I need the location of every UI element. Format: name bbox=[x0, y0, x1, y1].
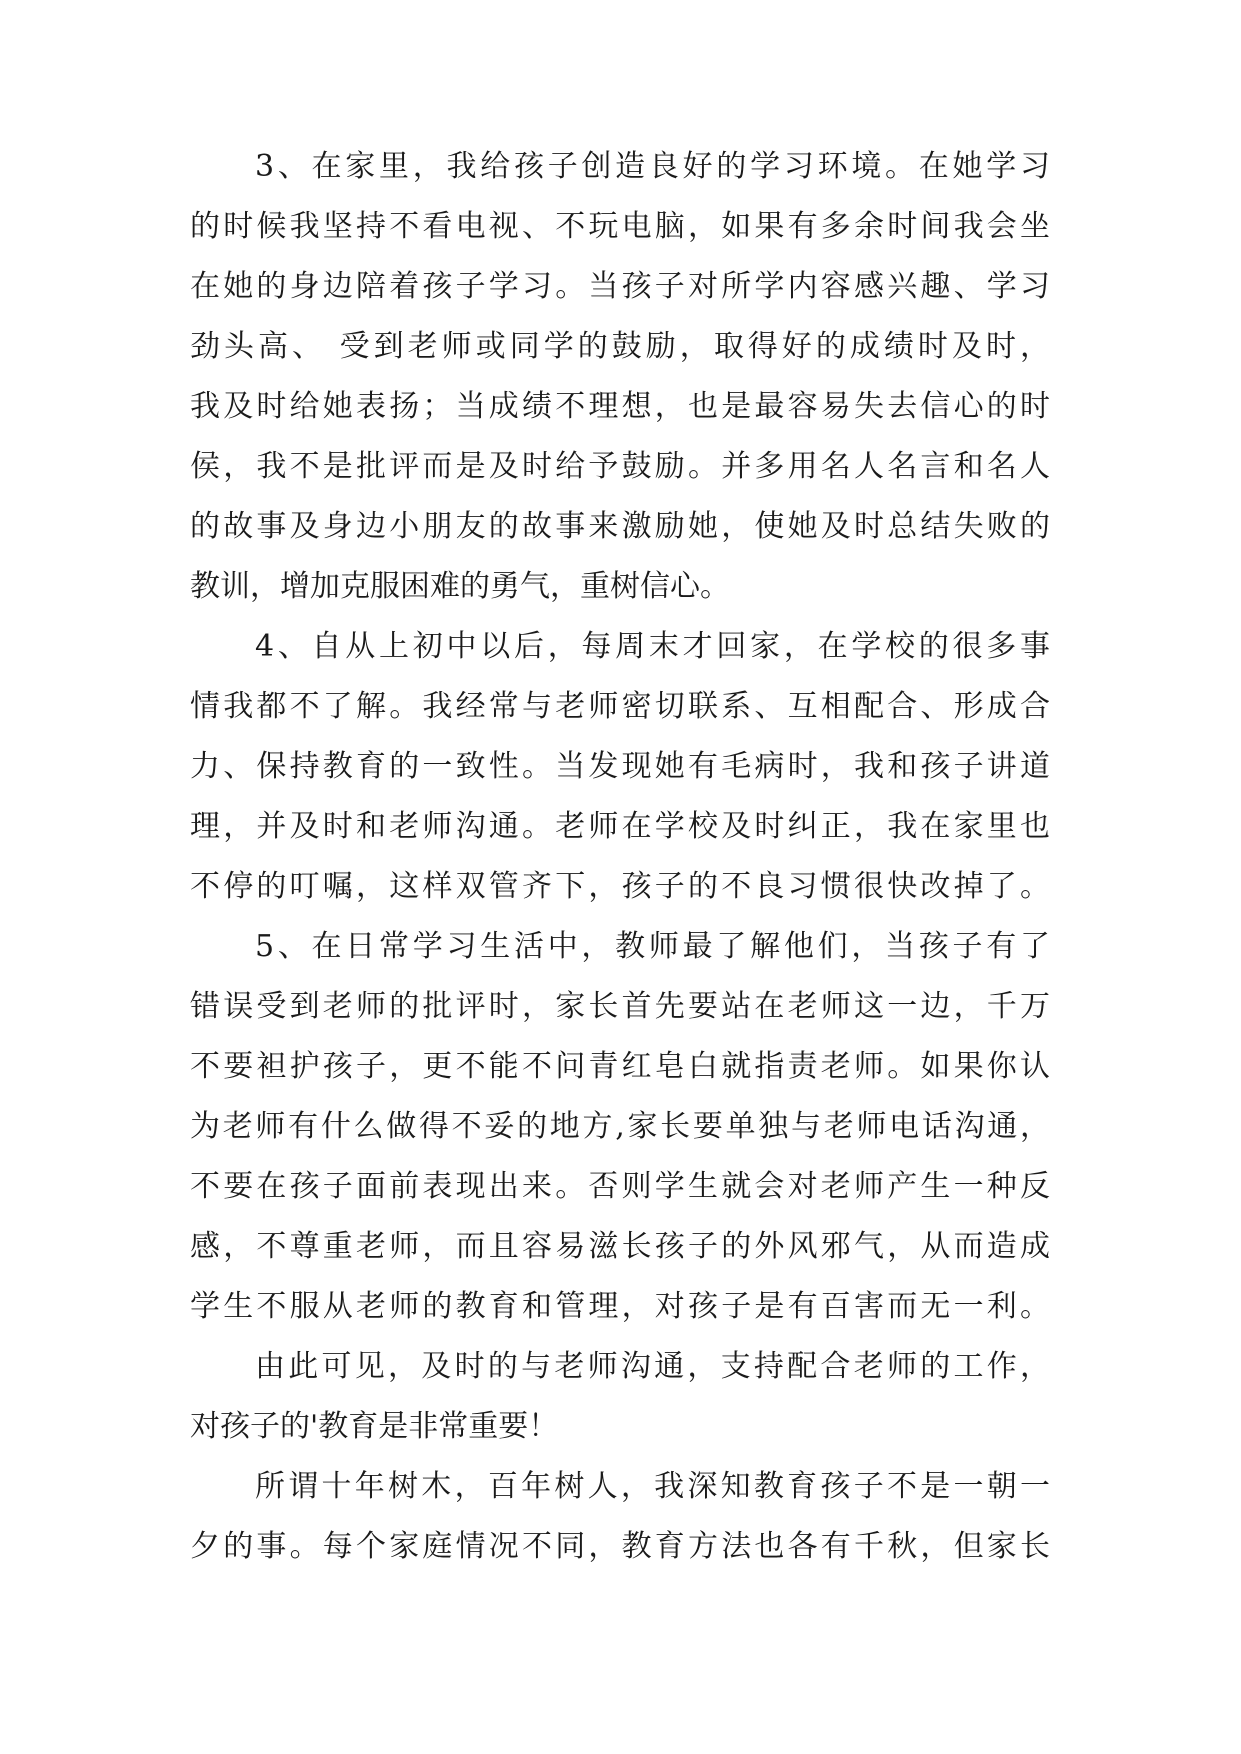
text-line: 由此可见，及时的与老师沟通，支持配合老师的工作， bbox=[255, 1349, 1050, 1384]
text-line: 侯，我不是批评而是及时给予鼓励。并多用名人名言和名人 bbox=[190, 449, 1050, 484]
text-line: 4、自从上初中以后，每周末才回家，在学校的很多事 bbox=[255, 629, 1050, 664]
text-line: 学生不服从老师的教育和管理，对孩子是有百害而无一利。 bbox=[190, 1289, 1050, 1324]
text-line: 在她的身边陪着孩子学习。当孩子对所学内容感兴趣、学习 bbox=[190, 269, 1050, 304]
text-line: 错误受到老师的批评时，家长首先要站在老师这一边，千万 bbox=[190, 989, 1050, 1024]
text-line: 5、在日常学习生活中，教师最了解他们，当孩子有了 bbox=[255, 929, 1050, 964]
text-line: 不停的叮嘱，这样双管齐下，孩子的不良习惯很快改掉了。 bbox=[190, 869, 1050, 904]
text-line: 不要袒护孩子，更不能不问青红皂白就指责老师。如果你认 bbox=[190, 1049, 1050, 1084]
text-line: 为老师有什么做得不妥的地方,家长要单独与老师电话沟通， bbox=[190, 1109, 1050, 1144]
text-line: 夕的事。每个家庭情况不同，教育方法也各有千秋，但家长 bbox=[190, 1529, 1050, 1564]
text-line: 对孩子的'教育是非常重要！ bbox=[190, 1409, 559, 1444]
text-line: 的故事及身边小朋友的故事来激励她，使她及时总结失败的 bbox=[190, 509, 1050, 544]
text-line: 3、在家里，我给孩子创造良好的学习环境。在她学习 bbox=[255, 149, 1050, 184]
text-line: 的时候我坚持不看电视、不玩电脑，如果有多余时间我会坐 bbox=[190, 209, 1050, 244]
text-line: 理，并及时和老师沟通。老师在学校及时纠正，我在家里也 bbox=[190, 809, 1050, 844]
text-line: 情我都不了解。我经常与老师密切联系、互相配合、形成合 bbox=[190, 689, 1050, 724]
text-line: 感，不尊重老师，而且容易滋长孩子的外风邪气，从而造成 bbox=[190, 1229, 1050, 1264]
text-line: 所谓十年树木，百年树人，我深知教育孩子不是一朝一 bbox=[255, 1469, 1050, 1504]
text-line: 我及时给她表扬；当成绩不理想，也是最容易失去信心的时 bbox=[190, 389, 1050, 424]
text-line: 不要在孩子面前表现出来。否则学生就会对老师产生一种反 bbox=[190, 1169, 1050, 1204]
text-line: 劲头高、 受到老师或同学的鼓励，取得好的成绩时及时， bbox=[190, 329, 1050, 364]
text-line: 教训，增加克服困难的勇气，重树信心。 bbox=[190, 569, 730, 604]
text-line: 力、保持教育的一致性。当发现她有毛病时，我和孩子讲道 bbox=[190, 749, 1050, 784]
